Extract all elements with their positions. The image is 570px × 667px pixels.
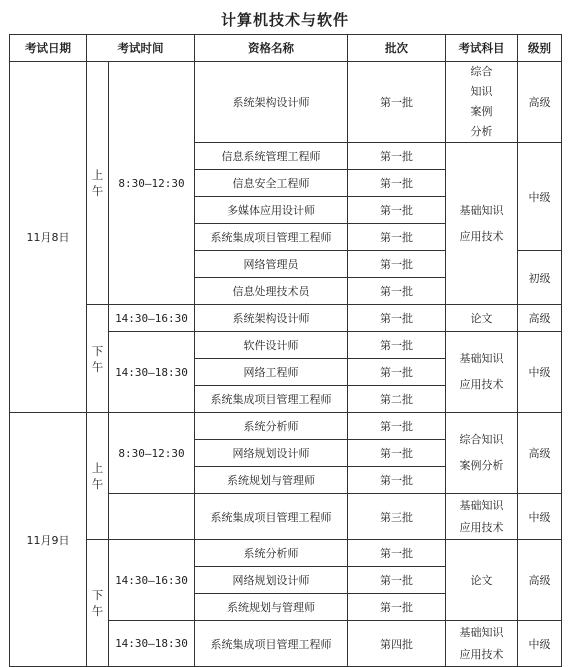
batch-cell: 第一批 xyxy=(348,413,446,440)
batch-cell: 第一批 xyxy=(348,170,446,197)
time-cell: 14:30—18:30 xyxy=(109,621,195,667)
table-row xyxy=(10,305,562,332)
batch-cell: 第一批 xyxy=(348,278,446,305)
qualification-cell: 信息安全工程师 xyxy=(195,170,348,197)
level-cell: 高级 xyxy=(518,62,562,143)
qualification-cell: 系统规划与管理师 xyxy=(195,594,348,621)
qualification-cell: 系统架构设计师 xyxy=(195,62,348,143)
batch-cell: 第一批 xyxy=(348,251,446,278)
qualification-cell: 系统分析师 xyxy=(195,413,348,440)
qualification-cell: 软件设计师 xyxy=(195,332,348,359)
time-cell: 14:30—18:30 xyxy=(109,332,195,413)
time-cell: 14:30—16:30 xyxy=(109,305,195,332)
level-cell: 初级 xyxy=(518,251,562,305)
level-cell: 高级 xyxy=(518,305,562,332)
subject-cell: 论文 xyxy=(446,540,518,621)
period-cell: 上午 xyxy=(87,62,109,305)
subject-cell: 基础知识 应用技术 xyxy=(446,332,518,413)
header-row xyxy=(10,35,562,62)
subject-cell: 基础知识 应用技术 xyxy=(446,621,518,667)
header-subject: 考试科目 xyxy=(446,35,518,62)
header-time: 考试时间 xyxy=(87,35,195,62)
qualification-cell: 系统分析师 xyxy=(195,540,348,567)
level-cell: 高级 xyxy=(518,540,562,621)
table-row xyxy=(10,62,562,143)
qualification-cell: 系统规划与管理师 xyxy=(195,467,348,494)
date-cell: 11月8日 xyxy=(10,62,87,413)
batch-cell: 第一批 xyxy=(348,143,446,170)
level-cell: 中级 xyxy=(518,332,562,413)
period-cell: 下午 xyxy=(87,540,109,667)
qualification-cell: 信息处理技术员 xyxy=(195,278,348,305)
batch-cell: 第一批 xyxy=(348,62,446,143)
qualification-cell: 网络规划设计师 xyxy=(195,567,348,594)
batch-cell: 第一批 xyxy=(348,332,446,359)
time-cell: 8:30—12:30 xyxy=(109,62,195,305)
subject-cell: 论文 xyxy=(446,305,518,332)
header-qualification: 资格名称 xyxy=(195,35,348,62)
subject-cell: 综合知识 案例分析 xyxy=(446,413,518,494)
date-cell: 11月9日 xyxy=(10,413,87,667)
time-cell: 14:30—16:30 xyxy=(109,540,195,621)
qualification-cell: 系统集成项目管理工程师 xyxy=(195,621,348,667)
qualification-cell: 系统架构设计师 xyxy=(195,305,348,332)
level-cell: 中级 xyxy=(518,494,562,540)
subject-cell: 基础知识 应用技术 xyxy=(446,494,518,540)
qualification-cell: 网络工程师 xyxy=(195,359,348,386)
batch-cell: 第一批 xyxy=(348,440,446,467)
qualification-cell: 网络规划设计师 xyxy=(195,440,348,467)
qualification-cell: 系统集成项目管理工程师 xyxy=(195,386,348,413)
header-batch: 批次 xyxy=(348,35,446,62)
qualification-cell: 网络管理员 xyxy=(195,251,348,278)
batch-cell: 第一批 xyxy=(348,594,446,621)
qualification-cell: 多媒体应用设计师 xyxy=(195,197,348,224)
batch-cell: 第一批 xyxy=(348,567,446,594)
batch-cell: 第一批 xyxy=(348,224,446,251)
batch-cell: 第四批 xyxy=(348,621,446,667)
header-level: 级别 xyxy=(518,35,562,62)
batch-cell: 第二批 xyxy=(348,386,446,413)
qualification-cell: 系统集成项目管理工程师 xyxy=(195,224,348,251)
page-title: 计算机技术与软件 xyxy=(220,11,349,29)
batch-cell: 第一批 xyxy=(348,359,446,386)
level-cell: 中级 xyxy=(518,143,562,251)
table-row xyxy=(10,413,562,440)
qualification-cell: 信息系统管理工程师 xyxy=(195,143,348,170)
level-cell: 高级 xyxy=(518,413,562,494)
period-cell: 上午 xyxy=(87,413,109,540)
time-cell: 8:30—12:30 xyxy=(109,413,195,494)
batch-cell: 第一批 xyxy=(348,197,446,224)
batch-cell: 第三批 xyxy=(348,494,446,540)
table-row xyxy=(10,540,562,567)
exam-schedule-table xyxy=(9,34,562,667)
level-cell: 中级 xyxy=(518,621,562,667)
qualification-cell: 系统集成项目管理工程师 xyxy=(195,494,348,540)
batch-cell: 第一批 xyxy=(348,305,446,332)
batch-cell: 第一批 xyxy=(348,467,446,494)
period-cell: 下午 xyxy=(87,305,109,413)
subject-cell: 基础知识 应用技术 xyxy=(446,143,518,305)
header-date: 考试日期 xyxy=(10,35,87,62)
batch-cell: 第一批 xyxy=(348,540,446,567)
time-cell-empty xyxy=(109,494,195,540)
subject-cell: 综合知识 案例分析 xyxy=(446,62,518,143)
